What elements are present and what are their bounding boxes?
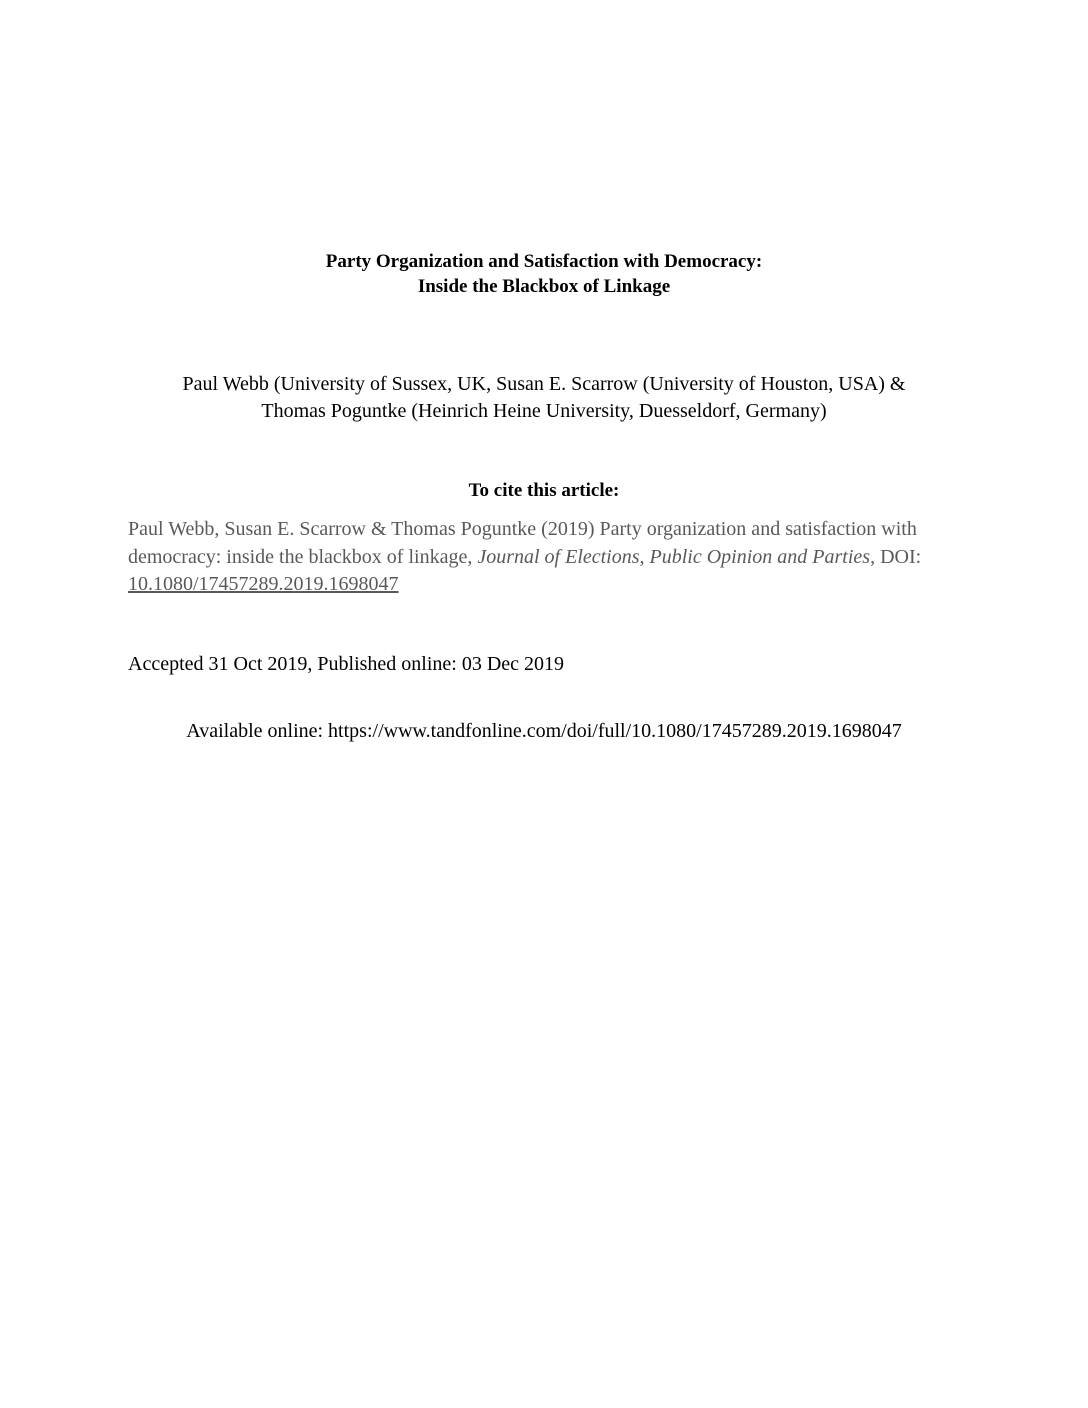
title-line-1: Party Organization and Satisfaction with Democracy:: [325, 251, 763, 272]
article-title: [0, 249, 1088, 299]
title-line-2: Inside the Blackbox of Linkage: [417, 276, 671, 297]
citation-journal: Journal of Elections, Public Opinion and Parties: [477, 545, 871, 568]
available-online: Available online: https://www.tandfonline.com/doi/full/10.1080/17457289.2019.1698047: [186, 720, 902, 742]
authors: [0, 371, 1088, 425]
publication-dates: Accepted 31 Oct 2019, Published online: 03 Dec 2019: [128, 653, 565, 675]
authors-line-1: Paul Webb (University of Sussex, UK, Susan E. Scarrow (University of Houston, USA) &: [182, 373, 906, 395]
authors-line-2: Thomas Poguntke (Heinrich Heine University, Duesseldorf, Germany): [261, 400, 827, 422]
citation-text: Paul Webb, Susan E. Scarrow & Thomas Poguntke (2019) Party organization and satisfaction with democracy: inside the blackbox of linkage,: [128, 518, 917, 568]
cite-heading: To cite this article:: [468, 480, 620, 501]
citation: [128, 516, 948, 599]
doi-link[interactable]: 10.1080/17457289.2019.1698047: [128, 573, 399, 595]
citation-doi-label: , DOI:: [870, 545, 922, 568]
